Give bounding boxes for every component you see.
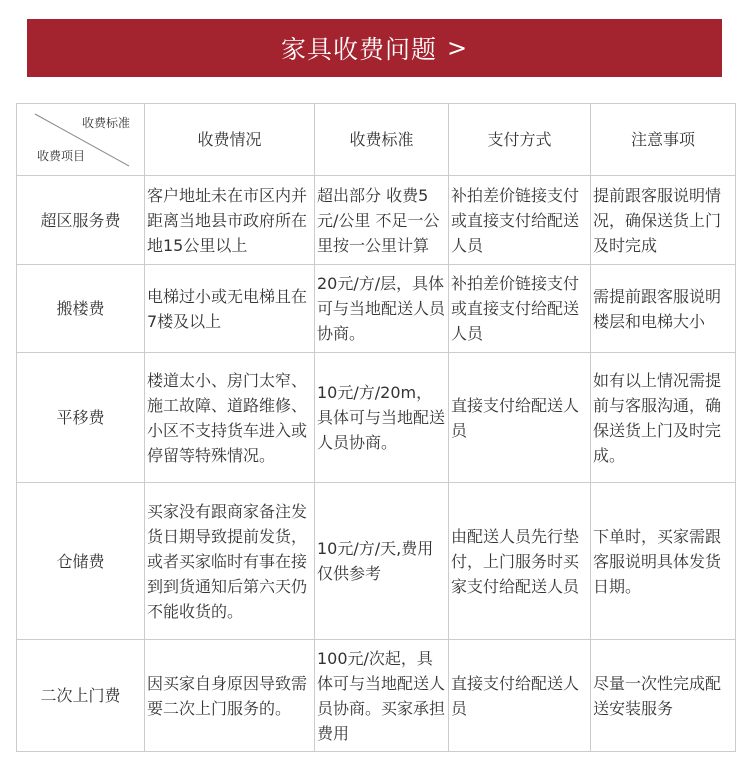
row-notes: 下单时，买家需跟客服说明具体发货日期。: [591, 483, 736, 640]
header-payment: 支付方式: [449, 104, 591, 176]
corner-label-item: 收费项目: [37, 149, 86, 163]
header-notes: 注意事项: [591, 104, 736, 176]
row-notes: 如有以上情况需提前与客服沟通，确保送货上门及时完成。: [591, 353, 736, 483]
row-notes: 提前跟客服说明情况，确保送货上门及时完成: [591, 176, 736, 265]
table-row: [17, 265, 736, 353]
row-payment: 补拍差价链接支付或直接支付给配送人员: [449, 265, 591, 353]
row-payment: 由配送人员先行垫付，上门服务时买家支付给配送人员: [449, 483, 591, 640]
row-standard: 20元/方/层，具体可与当地配送人员协商。: [315, 265, 449, 353]
row-situation: 电梯过小或无电梯且在7楼及以上: [145, 265, 315, 353]
chevron-right-icon: >: [446, 34, 469, 62]
row-situation: 客户地址未在市区内并距离当地县市政府所在地15公里以上: [145, 176, 315, 265]
row-standard: 10元/方/天,费用仅供参考: [315, 483, 449, 640]
table-row: [17, 176, 736, 265]
fee-table: [16, 103, 736, 752]
row-name: 二次上门费: [17, 640, 145, 752]
header-situation: 收费情况: [145, 104, 315, 176]
table-row: [17, 640, 736, 752]
row-situation: 因买家自身原因导致需要二次上门服务的。: [145, 640, 315, 752]
row-name: 超区服务费: [17, 176, 145, 265]
row-standard: 10元/方/20m，具体可与当地配送人员协商。: [315, 353, 449, 483]
row-name: 仓储费: [17, 483, 145, 640]
row-name: 搬楼费: [17, 265, 145, 353]
row-payment: 补拍差价链接支付或直接支付给配送人员: [449, 176, 591, 265]
diagonal-divider-icon: [17, 104, 145, 176]
row-notes: 需提前跟客服说明楼层和电梯大小: [591, 265, 736, 353]
row-name: 平移费: [17, 353, 145, 483]
row-payment: 直接支付给配送人员: [449, 353, 591, 483]
table-row: [17, 353, 736, 483]
corner-label-standard: 收费标准: [81, 116, 130, 130]
row-situation: 买家没有跟商家备注发货日期导致提前发货，或者买家临时有事在接到到货通知后第六天仍不能收货的。: [145, 483, 315, 640]
table-row: [17, 483, 736, 640]
row-situation: 楼道太小、房门太窄、施工故障、道路维修、小区不支持货车进入或停留等特殊情况。: [145, 353, 315, 483]
corner-header-cell: [17, 104, 145, 176]
banner-title: 家具收费问题: [280, 35, 437, 64]
row-standard: 100元/次起，具体可与当地配送人员协商。买家承担费用: [315, 640, 449, 752]
row-payment: 直接支付给配送人员: [449, 640, 591, 752]
header-standard: 收费标准: [315, 104, 449, 176]
row-notes: 尽量一次性完成配送安装服务: [591, 640, 736, 752]
section-banner[interactable]: [27, 19, 722, 77]
row-standard: 超出部分 收费5元/公里 不足一公里按一公里计算: [315, 176, 449, 265]
table-header-row: [17, 104, 736, 176]
